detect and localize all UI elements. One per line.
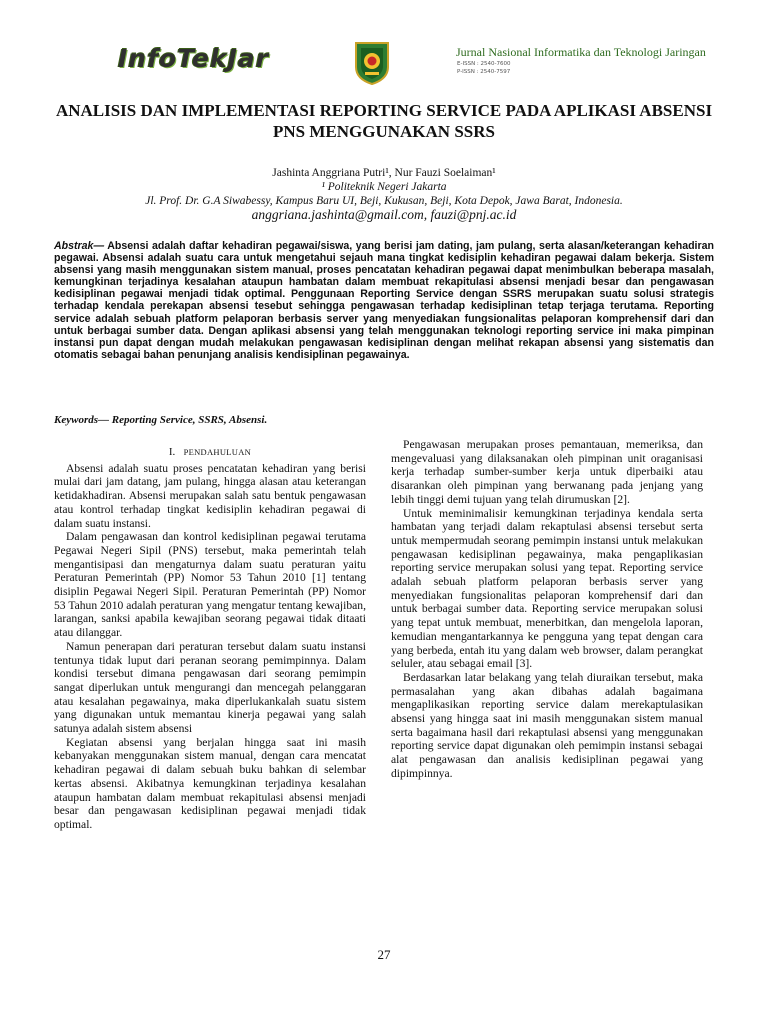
paragraph: Berdasarkan latar belakang yang telah diuraikan tersebut, maka permasalahan yang akan dibahas adalah bagaimana mengaplikasikan reporting service dalam merekaptulasikan absensi yang hingga saat ini masih menggunakan sistem manual serta bagaimana hasil dari rekaptulasi absensi yang menggunakan reporting service dapat digunakan oleh pemimpin instansi sebagai alat pengawasan dan analisis kedisiplinan pegawai yang dipimpinnya. [391,670,703,780]
abstract [54,240,714,361]
paragraph: Kegiatan absensi yang berjalan hingga saat ini masih kebanyakan menggunakan sistem manual, dengan cara mencatat kehadiran pegawai di dalam sebuah buku bahkan di selembar kertas absensi. Akibatnya kemungkinan terjadinya kesalahan ataupun hambatan dalam membuat rekapitulasi absensi menjadi besar dan pengawasan kedisiplinan pegawai menjadi tidak optimal. [54,735,366,831]
abstract-label: Abstrak— [54,240,105,252]
page-number: 27 [377,947,391,962]
keywords: Keywords— Reporting Service, SSRS, Absensi. [54,414,268,426]
journal-name: Jurnal Nasional Informatika dan Teknologi Jaringan [456,45,706,59]
journal-info [456,45,706,76]
journal-header [110,38,710,88]
right-column [391,438,703,781]
section-heading [54,446,366,460]
paragraph: Dalam pengawasan dan kontrol kedisiplinan pegawai terutama Pegawai Negeri Sipil (PNS) tersebut, maka pemerintah telah mengantisipasi dan mengaturnya dalam suatu peraturan yaitu Peraturan Pemerintah (PP) Nomor 53 Tahun 2010 [1] tentang disiplin Pegawai Negeri Sipil. Peraturan Pemerintah (PP) Nomor 53 Tahun 2010 adalah peraturan yang mengatur tentang kewajiban, larangan, sanksi apabila kewajiban seorang pegawai tidak ditaati atau dilanggar. [54,530,366,640]
section-number: I. [168,446,176,458]
author-block [40,166,728,222]
paragraph: Pengawasan merupakan proses pemantauan, memeriksa, dan mengevaluasi yang dilaksanakan oleh pimpinan unit oraganisasi kerja terhadap sumber-sumber kerja untuk diperbaiki atau disarankan oleh pimpinan yang berwanang pada jenjang yang lebih tinggi demi tujuan yang telah dirumuskan [2]. [391,438,703,506]
paper-title: ANALISIS DAN IMPLEMENTASI REPORTING SERVICE PADA APLIKASI ABSENSI PNS MENGGUNAKAN SSRS [55,101,713,141]
pissn: P-ISSN : 2540-7597 [457,69,511,75]
author-names: Jashinta Anggriana Putri¹, Nur Fauzi Soelaiman¹ [272,167,496,179]
paragraph: Untuk meminimalisir kemungkinan terjadinya kendala serta hambatan yang terjadi dalam rekaptulasi absensi tersebut serta untuk mempermudah seorang pemimpin instansi untuk melakukan pengawasan kedisiplinan pegawainya, maka pengaplikasian reporting service merupakan solusi yang tepat. Reporting service adalah sebuah platform pelaporan berbasis server yang menyediakan fungsionalitas pelaporan komprehensif dari dan untuk berbagai sumber data. Reporting service merupakan solusi yang tepat untuk membuat, menerbitkan, dan mengelola laporan, kemudian mengantarkannya ke pengguna yang tepat dengan cara yang berbeda, entah itu yang dalam web browser, dalam perangkat seluler, atau sebagai email [3]. [391,506,703,671]
paragraph: Absensi adalah suatu proses pencatatan kehadiran yang berisi mulai dari jam datang, jam pulang, hingga alasan atau keterangan ketidakhadiran. Absensi merupakan salah satu bentuk pengawasan atau kontrol terhadap tingkat kedisiplin kehadiran pegawai di dalam suatu instansi. [54,461,366,530]
paragraph: Namun penerapan dari peraturan tersebut dalam suatu instansi tentunya tidak luput dari peranan seorang pemimpinnya. Dalam kondisi tersebut dimana pengawasan dari seorang pemimpin sangat diperlukan untuk mengurangi dan mencegah pelanggaran atau kesalahan pegawainya, maka diperlukankalah suatu sistem yang digunakan untuk memantau kinerja pegawai yang salah satunya adalah sistem absensi [54,639,366,736]
left-column [54,446,366,832]
eissn: E-ISSN : 2540-7600 [457,61,511,67]
author-emails: anggriana.jashinta@gmail.com, fauzi@pnj.ac.id [251,207,517,222]
section-title: PENDAHULUAN [183,447,252,457]
affiliation: ¹ Politeknik Negeri Jakarta [321,181,447,193]
address: Jl. Prof. Dr. G.A Siwabessy, Kampus Baru UI, Beji, Kukusan, Beji, Kota Depok, Jawa Barat, Indonesia. [145,195,623,207]
abstract-text: Absensi adalah daftar kehadiran pegawai/siswa, yang berisi jam dating, jam pulang, serta alasan/keterangan kehadiran pegawai. Absensi adalah suatu cara untuk mengetahui sejauh mana tingkat kedisiplin kehadiran pegawai dalam bekerja. Sistem absensi yang masih menggunakan sistem manual, proses pencatatan kehadiran pegawai dapat menimbulkan beberapa masalah, kemungkinan terjadinya kesalahan ataupun hambatan dalam membuat rekapitulasi absensi menjadi besar dan pengawasan kedisiplinan pegawai menjadi tidak optimal. Penggunaan Reporting Service dengan SSRS merupakan suatu solusi strategis terhadap kendala perekapan absensi tesebut sehingga pengawasan terhadap kedisiplinan tetap terjaga terutama. Reporting service adalah sebuah platform pelaporan berbasis server yang menyediakan fungsionalitas pelaporan komprehensif dari dan untuk berbagai sumber data. Dengan aplikasi absensi yang telah menggunakan teknologi reporting service ini maka pimpinan instansi pun dapat dengan mudah melakukan pengawasan kedisiplinan dengan melihat rekapan absensi yang sistematis dan otomatis sebagai bahan penunjang analisis kendisiplinan pegawainya. [54,240,714,361]
journal-logo: InfoTekJar [118,44,270,73]
university-shield-icon [354,41,390,85]
